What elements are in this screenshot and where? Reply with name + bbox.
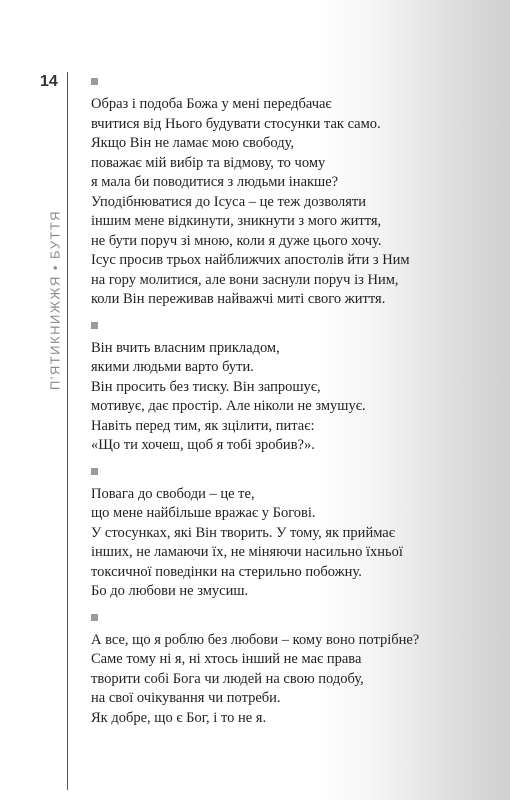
margin-rule [67,72,68,790]
text-line: токсичної поведінки на стерильно побожну. [91,563,362,580]
text-block [91,78,491,310]
text-line: Як добре, що є Бог, і то не я. [91,709,267,726]
text-line: творити собі Бога чи людей на свою подобу, [91,670,364,687]
text-line: Повага до свободи – це те, [91,485,255,502]
text-line: А все, що я роблю без любови – кому воно потрібне? [91,631,420,648]
text-line: Образ і подоба Божа у мені передбачає [91,96,332,112]
square-bullet-icon [91,468,98,475]
text-line: Він вчить власним прикладом, [91,339,280,356]
page-content [91,78,491,740]
square-bullet-icon [91,78,98,85]
text-line: Уподібнюватися до Ісуса – це теж дозволяти [91,193,367,210]
text-line: я мала би поводитися з людьми інакше? [91,174,339,190]
text-line: іншим мене відкинути, зникнути з мого життя, [91,213,382,229]
text-line: вчитися від Нього будувати стосунки так само. [91,115,381,132]
text-line: Саме тому ні я, ні хтось інший не має права [91,651,362,667]
text-line: Навіть перед тим, як зцілити, питає: [91,417,315,434]
text-line: Він просить без тиску. Він запрошує, [91,378,321,395]
text-line: не бути поруч зі мною, коли я дуже цього хочу. [91,232,382,249]
text-line: У стосунках, які Він творить. У тому, як приймає [91,524,395,541]
text-line: Якщо Він не ламає мою свободу, [91,135,295,151]
text-block [91,614,491,729]
text-line: Ісус просив трьох найближчих апостолів йти з Ним [91,252,410,268]
text-line: Бо до любови не змусиш. [91,583,249,599]
square-bullet-icon [91,614,98,621]
text-line: «Що ти хочеш, щоб я тобі зробив?». [91,437,315,453]
square-bullet-icon [91,322,98,329]
text-line: інших, не ламаючи їх, не міняючи насильно їхньої [91,544,403,560]
text-line: на свої очікування чи потреби. [91,690,281,706]
text-line: якими людьми варто бути. [91,359,254,375]
text-line: коли Він переживав найважчі миті свого життя. [91,291,386,307]
text-line: на гору молитися, але вони заснули поруч із Ним, [91,271,399,288]
text-line: що мене найбільше вражає у Богові. [91,505,316,521]
text-line: мотивує, дає простір. Але ніколи не змушує. [91,398,366,414]
text-line: поважає мій вибір та відмову, то чому [91,154,326,171]
running-head: П'ЯТИКНИЖЖЯ • БУТТЯ [47,210,63,390]
text-block [91,468,491,602]
text-block [91,322,491,456]
page-number: 14 [40,73,58,90]
